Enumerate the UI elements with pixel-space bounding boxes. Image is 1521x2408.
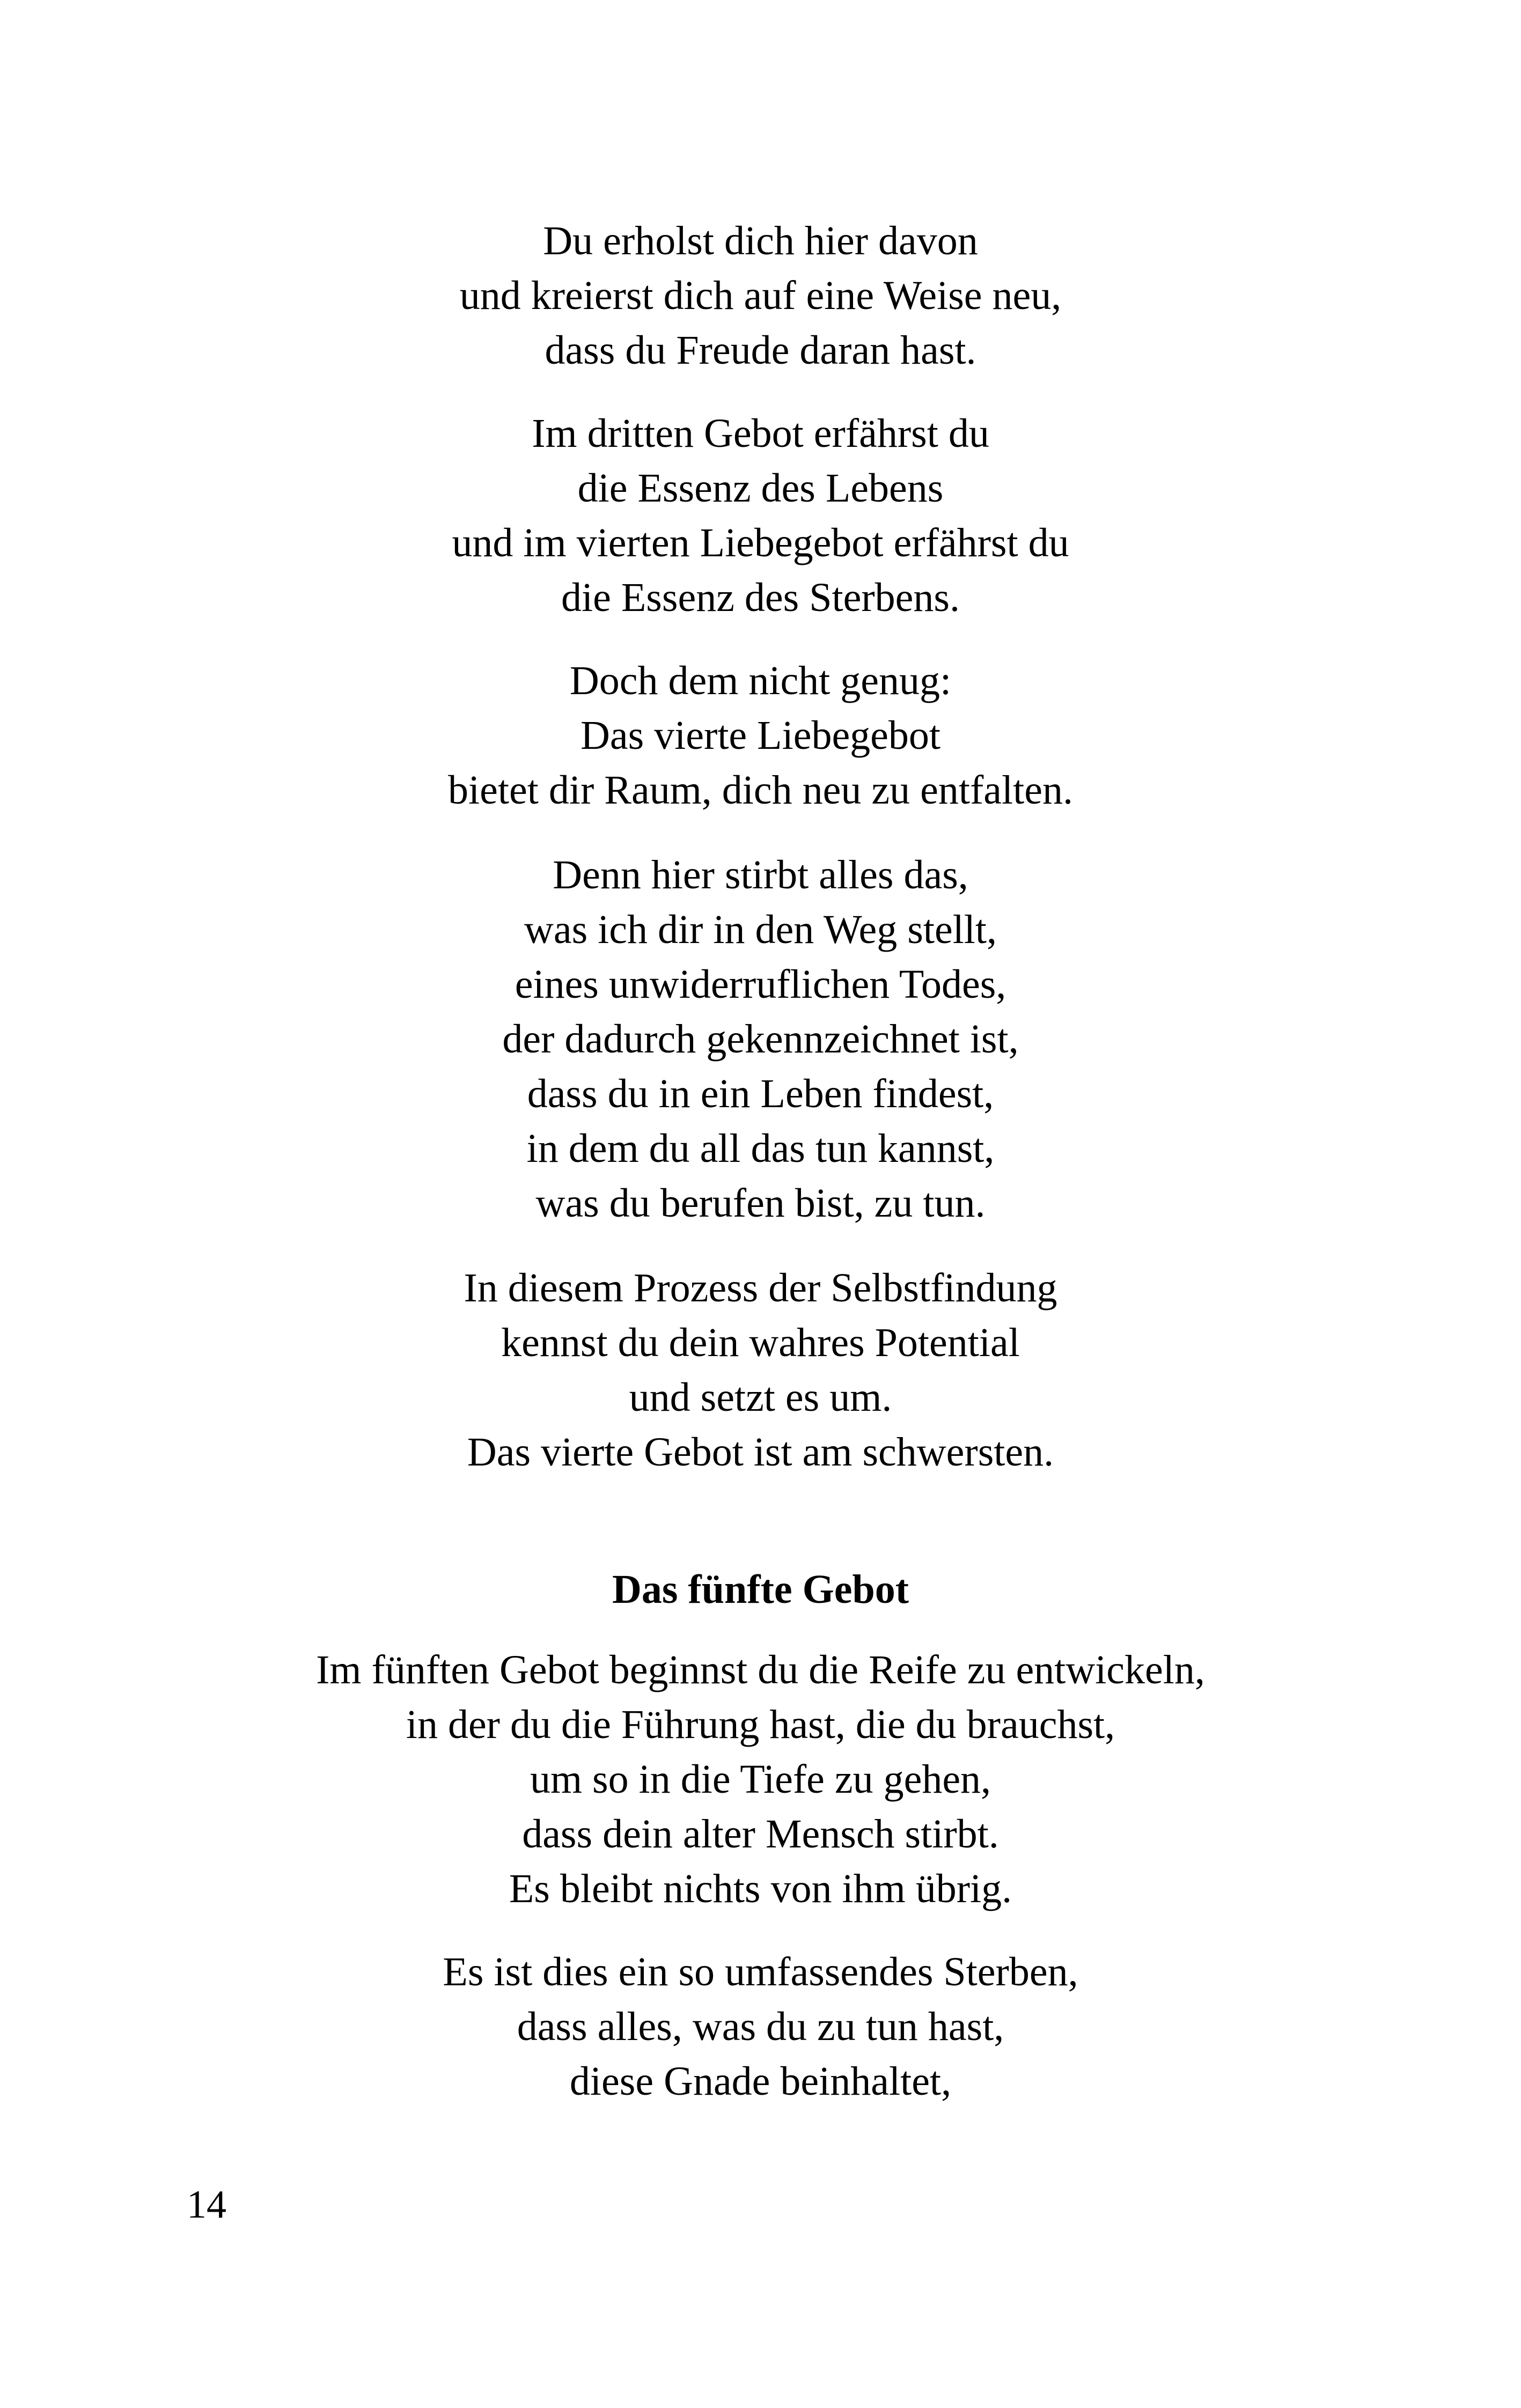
verse-line: Im dritten Gebot erfährst du <box>532 411 989 456</box>
verse-line: Es ist dies ein so umfassendes Sterben, <box>443 1949 1078 1994</box>
verse-line: Das vierte Gebot ist am schwersten. <box>467 1430 1054 1475</box>
verse-line: und im vierten Liebegebot erfährst du <box>452 520 1069 565</box>
verse-line: was ich dir in den Weg stellt, <box>524 907 997 952</box>
stanza <box>0 1945 1521 2109</box>
verse-line: In diesem Prozess der Selbstfindung <box>464 1265 1057 1310</box>
verse-line: was du berufen bist, zu tun. <box>535 1181 986 1226</box>
verse-line: dass du in ein Leben findest, <box>527 1071 994 1116</box>
verse-line: Das vierte Liebegebot <box>580 713 941 758</box>
stanza <box>0 848 1521 1231</box>
verse-line: dass du Freude daran hast. <box>545 328 976 373</box>
stanza <box>0 406 1521 625</box>
verse-line: die Essenz des Sterbens. <box>561 575 960 620</box>
verse-line: in der du die Führung hast, die du brauchst, <box>406 1702 1115 1747</box>
stanza <box>0 1261 1521 1479</box>
verse-line: die Essenz des Lebens <box>577 466 944 511</box>
page-number: 14 <box>187 2183 226 2227</box>
verse-line: Denn hier stirbt alles das, <box>553 852 968 897</box>
stanza <box>0 653 1521 818</box>
verse-line: Im fünften Gebot beginnst du die Reife zu entwickeln, <box>316 1647 1205 1692</box>
verse-line: Es bleibt nichts von ihm übrig. <box>509 1866 1012 1911</box>
verse-line: in dem du all das tun kannst, <box>526 1126 995 1171</box>
verse-line: bietet dir Raum, dich neu zu entfalten. <box>448 768 1073 813</box>
verse-line: Doch dem nicht genug: <box>569 658 952 703</box>
verse-line: dass alles, was du zu tun hast, <box>517 2004 1004 2049</box>
verse-line: dass dein alter Mensch stirbt. <box>522 1811 999 1857</box>
stanza <box>0 213 1521 378</box>
section-heading: Das fünfte Gebot <box>612 1567 909 1612</box>
verse-line: und setzt es um. <box>629 1375 892 1420</box>
verse-line: und kreierst dich auf eine Weise neu, <box>459 273 1062 318</box>
verse-line: diese Gnade beinhaltet, <box>569 2059 952 2104</box>
stanza <box>0 1643 1521 1916</box>
verse-line: um so in die Tiefe zu gehen, <box>530 1757 991 1802</box>
verse-line: kennst du dein wahres Potential <box>501 1320 1020 1365</box>
verse-line: der dadurch gekennzeichnet ist, <box>502 1017 1019 1062</box>
verse-line: Du erholst dich hier davon <box>543 218 978 263</box>
verse-line: eines unwiderruflichen Todes, <box>515 962 1006 1007</box>
